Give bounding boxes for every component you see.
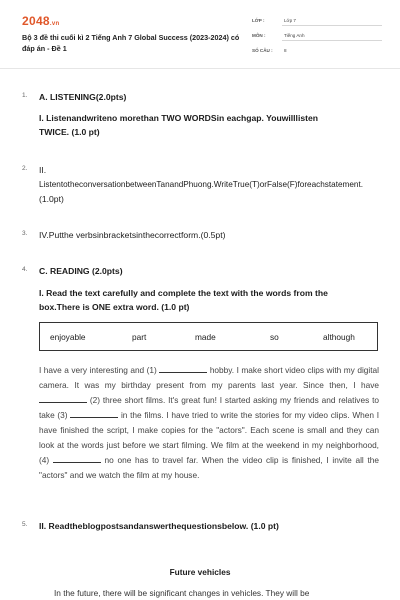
meta-rule	[282, 40, 382, 41]
meta-class-label: LỚP :	[252, 18, 265, 23]
meta-class-value: Lớp 7	[284, 18, 296, 23]
question-instruction-cont: (1.0pt)	[39, 194, 64, 204]
section-heading: C. READING (2.0pts)	[39, 266, 123, 276]
answer-blank[interactable]	[70, 409, 118, 418]
answer-blank[interactable]	[159, 364, 207, 373]
site-logo[interactable]	[22, 14, 59, 28]
question-instruction: IV.Putthe verbsinbracketsinthecorrectform.(0.5pt)	[39, 230, 226, 240]
logo-suffix: .vn	[49, 21, 60, 27]
answer-blank[interactable]	[53, 454, 101, 463]
word-box	[39, 322, 378, 351]
passage-text: (2) three short films. It's great fun! I started asking my friends and relatives to take (3)	[39, 395, 379, 420]
word-option: so	[270, 332, 279, 342]
question-instruction-cont: box.There is ONE extra word. (1.0 pt)	[39, 302, 190, 312]
word-option: enjoyable	[50, 332, 86, 342]
question-instruction-cont: TWICE. (1.0 pt)	[39, 127, 100, 137]
question-number: 5.	[22, 521, 28, 528]
header-divider	[0, 68, 400, 69]
section-heading: II.	[39, 165, 47, 175]
reading-first-line: In the future, there will be significant changes in vehicles. They will be	[54, 588, 310, 598]
question-instruction: I. Read the text carefully and complete the text with the words from the	[39, 288, 328, 298]
document-header	[0, 0, 400, 68]
question-instruction: I. Listenandwriteno morethan TWO WORDSin eachgap. Youwilllisten	[39, 113, 319, 123]
passage-text: no one has to travel far. When the video clip is finished, I invite all the "actors" and we watch the film at my house.	[39, 455, 379, 480]
section-heading: A. LISTENING(2.0pts)	[39, 92, 127, 102]
word-option: part	[132, 332, 147, 342]
document-title: Bộ 3 đề thi cuối kì 2 Tiếng Anh 7 Global Success (2023-2024) có đáp án - Đề 1	[22, 33, 240, 53]
question-number: 1.	[22, 92, 28, 99]
question-instruction: ListentotheconversationbetweenTanandPhuong.WriteTrue(T)orFalse(F)foreachstatement.	[39, 180, 364, 189]
meta-subject-value: Tiếng Anh	[284, 33, 305, 38]
word-option: although	[323, 332, 355, 342]
passage-text: I have a very interesting and (1)	[39, 365, 157, 375]
word-option: made	[195, 332, 216, 342]
passage-text: in the films. I have tried to write the stories for my video clips. When I have finished the script, I make copies for the "actors". Each scene is small and they can look at the words just before we start filming. We film at the weekend in my neighborhood, (4)	[39, 410, 379, 465]
logo-text: 2048	[22, 14, 50, 28]
meta-rule	[282, 25, 382, 26]
question-number: 4.	[22, 266, 28, 273]
question-number: 3.	[22, 230, 28, 237]
reading-passage	[39, 363, 379, 483]
meta-subject-label: MÔN :	[252, 33, 266, 38]
question-number: 2.	[22, 165, 28, 172]
passage-text: hobby. I make short video clips with my digital camera. It was my birthday present from my parents last year. Since then, I have	[39, 365, 380, 390]
reading-title: Future vehicles	[169, 567, 231, 577]
question-instruction: II. Readtheblogpostsandanswerthequestionsbelow. (1.0 pt)	[39, 521, 279, 531]
answer-blank[interactable]	[39, 394, 87, 403]
meta-count-value: 8	[284, 48, 287, 53]
meta-count-label: SỐ CÂU :	[252, 48, 273, 53]
